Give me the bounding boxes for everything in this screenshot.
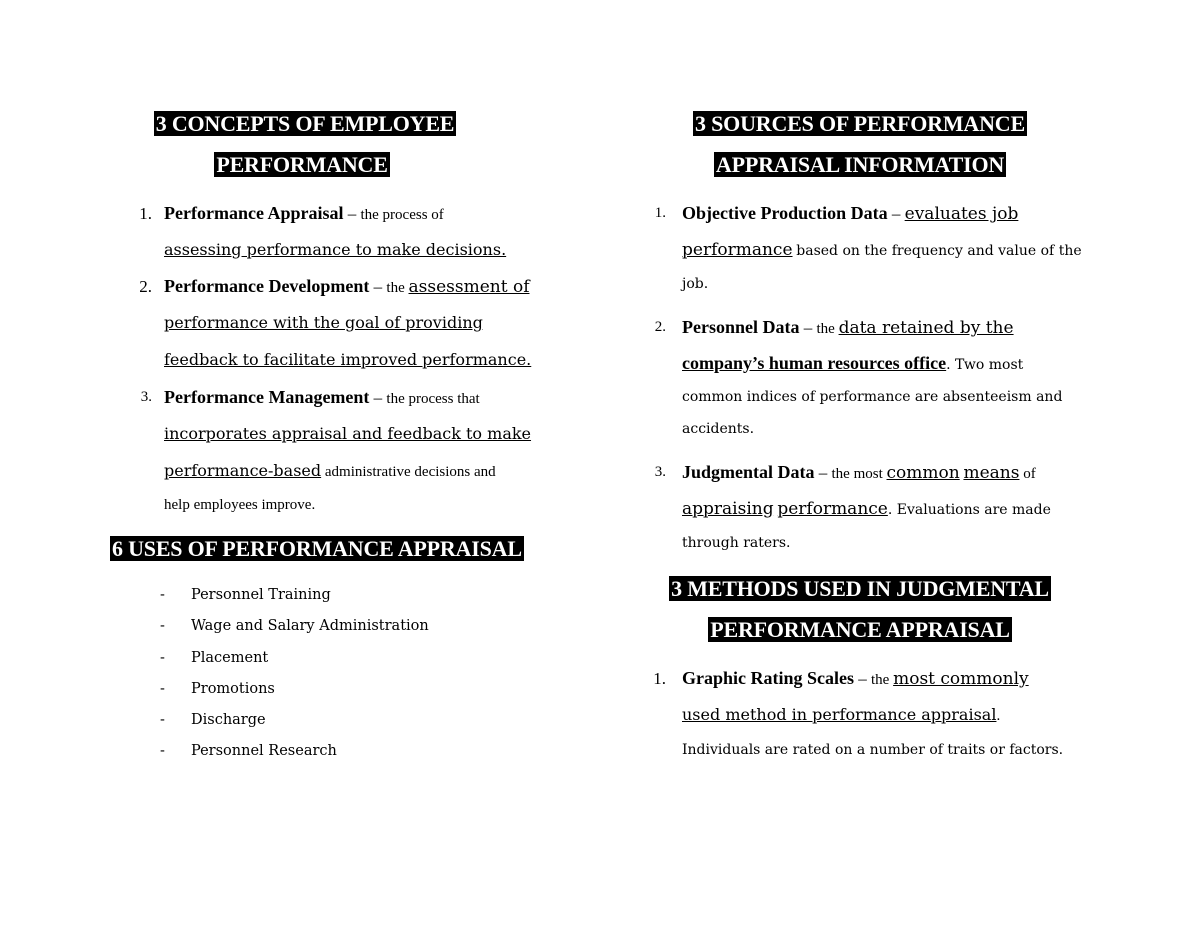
methods-heading-line1 (600, 571, 1120, 607)
method-underlined-text: used method in performance appraisal (682, 705, 997, 724)
concept-underlined-text: performance-based (164, 461, 322, 480)
source-text: the most (831, 466, 883, 482)
concept-underlined-text: feedback to facilitate improved performance. (164, 350, 532, 369)
source-dash: – (814, 463, 832, 482)
concepts-heading-text1: 3 CONCEPTS OF EMPLOYEE (155, 111, 455, 136)
list-bullet: - (160, 743, 165, 759)
source-dash: – (799, 318, 817, 337)
source-term: Personnel Data (682, 317, 800, 337)
concept-number: 2. (139, 277, 152, 296)
source-text: . Evaluations are made (887, 502, 1051, 518)
list-item-text: Placement (191, 650, 269, 666)
concepts-heading-text2: PERFORMANCE (216, 152, 388, 177)
source-underlined-text: evaluates job (904, 204, 1019, 224)
source-underlined-text: company’s human resources office (682, 353, 947, 373)
concepts-heading-line1 (10, 106, 600, 142)
concept-term: Performance Development (164, 276, 370, 296)
source-text: . Two most (946, 357, 1024, 373)
source-dash: – (887, 204, 905, 223)
method-text: the (871, 672, 890, 688)
concept-underlined-text: assessment of (408, 277, 530, 297)
concept-dash: – (343, 204, 361, 223)
method-term: Graphic Rating Scales (682, 668, 855, 688)
concept-dash: – (369, 388, 387, 407)
concept-text: the process of (360, 207, 444, 223)
concept-text: the process that (386, 391, 480, 407)
concept-text: administrative decisions and (324, 464, 496, 480)
list-item-text: Personnel Research (191, 743, 337, 759)
methods-heading-text2: PERFORMANCE APPRAISAL (710, 617, 1010, 642)
source-text: through raters. (682, 535, 791, 551)
list-item-text: Discharge (191, 712, 266, 728)
source-underlined-text: means (963, 463, 1020, 483)
concept-text: help employees improve. (164, 497, 316, 513)
source-text: of (1023, 466, 1036, 482)
list-item-text: Wage and Salary Administration (191, 618, 429, 634)
method-text: . (996, 708, 1001, 724)
concept-underlined-text: assessing performance to make decisions. (164, 240, 507, 259)
method-dash: – (854, 669, 872, 688)
concept-number: 3. (140, 389, 152, 405)
sources-heading-text2: APPRAISAL INFORMATION (715, 152, 1005, 177)
methods-heading-line2 (600, 612, 1120, 648)
concept-text: the (386, 280, 405, 296)
concepts-heading-line2 (82, 147, 522, 183)
concept-underlined-text: incorporates appraisal and feedback to make (164, 424, 532, 443)
sources-heading-line2 (600, 147, 1120, 183)
concept-term: Performance Management (164, 387, 370, 407)
list-bullet: - (160, 712, 165, 728)
source-underlined-text: common (886, 463, 960, 483)
source-underlined-text: data retained by the (838, 318, 1014, 338)
source-number: 3. (654, 464, 666, 480)
sources-heading-line1 (600, 106, 1120, 142)
method-text: Individuals are rated on a number of traits or factors. (682, 742, 1064, 758)
source-text: based on the frequency and value of the (796, 243, 1082, 259)
list-bullet: - (160, 618, 165, 634)
uses-heading (110, 531, 572, 567)
source-term: Judgmental Data (682, 462, 815, 482)
source-underlined-text: appraising (682, 499, 774, 519)
list-item-text: Personnel Training (191, 587, 331, 603)
source-text: job. (682, 276, 709, 292)
source-text: accidents. (682, 421, 755, 437)
concept-term: Performance Appraisal (164, 203, 344, 223)
concept-number: 1. (139, 204, 152, 223)
method-underlined-text: most commonly (893, 669, 1029, 689)
concept-dash: – (369, 277, 387, 296)
source-number: 1. (654, 205, 666, 221)
method-number: 1. (653, 669, 666, 688)
list-bullet: - (160, 587, 165, 603)
source-text: the (816, 321, 835, 337)
source-number: 2. (654, 319, 666, 335)
methods-heading-text1: 3 METHODS USED IN JUDGMENTAL (671, 576, 1049, 601)
concept-underlined-text: performance with the goal of providing (164, 313, 483, 332)
list-item-text: Promotions (191, 681, 275, 697)
source-term: Objective Production Data (682, 203, 888, 223)
source-underlined-text: performance (682, 240, 793, 260)
sources-heading-text1: 3 SOURCES OF PERFORMANCE (695, 111, 1025, 136)
uses-heading-text: 6 USES OF PERFORMANCE APPRAISAL (112, 536, 522, 561)
list-bullet: - (160, 650, 165, 666)
source-underlined-text: performance (777, 499, 888, 519)
source-text: common indices of performance are absenteeism and (682, 389, 1063, 405)
list-bullet: - (160, 681, 165, 697)
